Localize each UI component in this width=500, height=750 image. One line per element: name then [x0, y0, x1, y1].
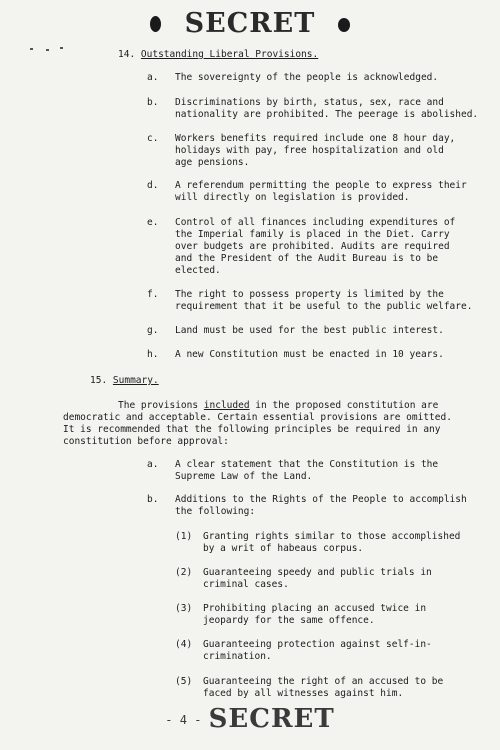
sublist-marker: (4): [175, 639, 193, 650]
list-marker: d.: [147, 180, 159, 191]
list-item-line: over budgets are prohibited. Audits are required: [175, 241, 450, 252]
paragraph-text: constitution before approval:: [63, 436, 229, 447]
secret-stamp-bottom-text: SECRET: [208, 704, 335, 734]
section-title: Summary.: [112, 375, 159, 386]
paragraph-line: [63, 412, 452, 424]
sublist-marker: (2): [175, 567, 193, 578]
list-item-line: will directly on legislation is provided.: [175, 192, 410, 203]
paragraph-line: [118, 400, 438, 412]
list-item-line: nationality are prohibited. The peerage is abolished.: [175, 109, 479, 120]
list-item-line: A referendum permitting the people to express their: [175, 180, 467, 191]
list-item-line: the Imperial family is placed in the Diet. Carry: [175, 229, 450, 240]
section-number: 15.: [90, 375, 108, 386]
sublist-item-line: Guaranteeing speedy and public trials in: [203, 567, 432, 578]
list-marker: b.: [147, 97, 159, 108]
section-14-heading: [118, 49, 318, 61]
sublist-marker: (5): [175, 676, 193, 687]
list-item-line: requirement that it be useful to the public welfare.: [175, 301, 473, 312]
list-marker: g.: [147, 325, 159, 336]
list-marker: b.: [147, 494, 159, 505]
list-item-line: The sovereignty of the people is acknowledged.: [175, 72, 439, 83]
sublist-item-line: criminal cases.: [203, 579, 289, 590]
speck: [46, 49, 49, 51]
section-number: 14.: [118, 49, 136, 60]
list-item-line: A clear statement that the Constitution is the: [175, 459, 439, 470]
list-marker: a.: [147, 72, 159, 83]
speck: [30, 48, 33, 50]
list-item-line: the following:: [175, 506, 256, 517]
sublist-item-line: crimination.: [203, 651, 272, 662]
sublist-item-line: by a writ of habeaus corpus.: [203, 543, 364, 554]
sublist-item-line: Guaranteeing the right of an accused to be: [203, 676, 444, 687]
list-marker: f.: [147, 289, 159, 300]
list-item-line: A new Constitution must be enacted in 10 years.: [175, 349, 444, 360]
list-marker: c.: [147, 133, 159, 144]
section-15-heading: [90, 375, 159, 387]
paragraph-line: [63, 424, 441, 436]
list-item-line: elected.: [175, 265, 221, 276]
secret-stamp-top: SECRET: [184, 8, 316, 39]
sublist-item-line: Prohibiting placing an accused twice in: [203, 603, 427, 614]
paragraph-underlined: included: [203, 400, 250, 411]
paragraph-text: democratic and acceptable. Certain essential provisions are omitted.: [63, 412, 452, 423]
list-marker: e.: [147, 217, 159, 228]
paragraph-text: It is recommended that the following principles be required in any: [63, 424, 441, 435]
sublist-item-line: jeopardy for the same offence.: [203, 615, 375, 626]
secret-stamp-bottom: - 4 - SECRET: [165, 704, 335, 734]
sublist-marker: (3): [175, 603, 193, 614]
paragraph-text: in the proposed constitution are: [249, 400, 439, 411]
list-item-line: Supreme Law of the Land.: [175, 471, 313, 482]
section-title: Outstanding Liberal Provisions.: [140, 49, 319, 60]
paragraph-text: The provisions: [118, 400, 204, 411]
list-item-line: Discriminations by birth, status, sex, race and: [175, 97, 444, 108]
list-item-line: The right to possess property is limited by the: [175, 289, 444, 300]
list-item-line: Land must be used for the best public interest.: [175, 325, 444, 336]
list-item-line: Workers benefits required include one 8 hour day,: [175, 133, 456, 144]
sublist-item-line: Granting rights similar to those accomplished: [203, 531, 461, 542]
list-marker: h.: [147, 349, 159, 360]
list-item-line: and the President of the Audit Bureau is to be: [175, 253, 439, 264]
list-item-line: holidays with pay, free hospitalization and old: [175, 145, 444, 156]
list-item-line: age pensions.: [175, 157, 250, 168]
page-number: 4: [179, 713, 187, 727]
sublist-marker: (1): [175, 531, 193, 542]
paragraph-line: [63, 436, 229, 448]
list-item-line: Additions to the Rights of the People to accomplish: [175, 494, 467, 505]
sublist-item-line: Guaranteeing protection against self-in-: [203, 639, 432, 650]
sublist-item-line: faced by all witnesses against him.: [203, 688, 404, 699]
speck: [60, 47, 63, 49]
list-marker: a.: [147, 459, 159, 470]
list-item-line: Control of all finances including expenditures of: [175, 217, 456, 228]
